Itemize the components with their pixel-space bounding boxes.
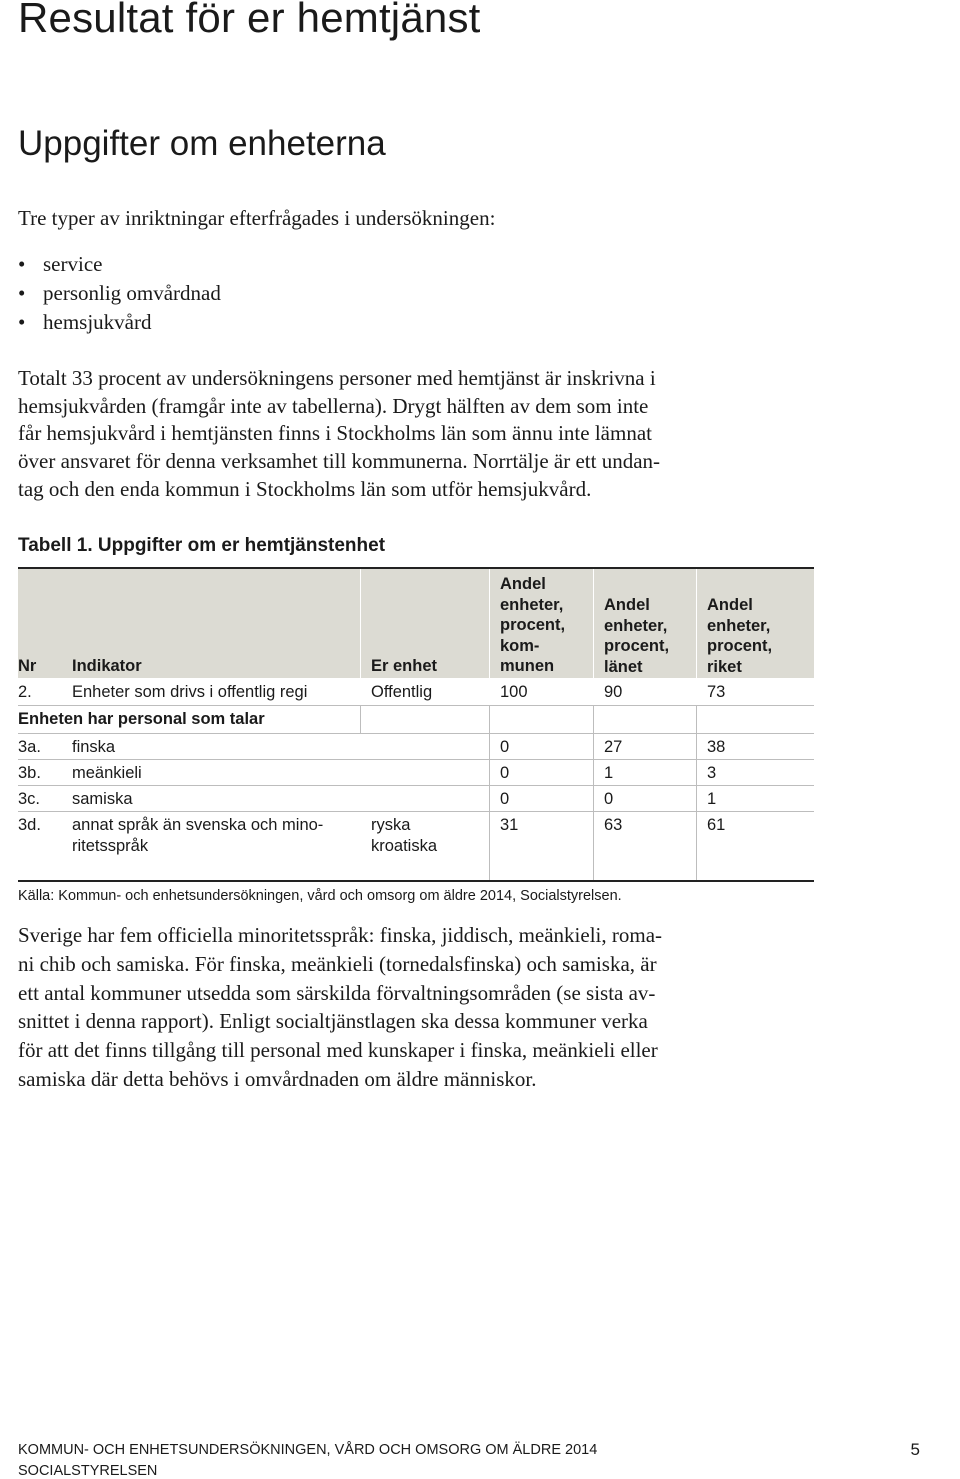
cell-kommunen: 0 bbox=[500, 738, 510, 756]
cell-kommunen: 100 bbox=[500, 683, 528, 701]
header-divider bbox=[696, 569, 697, 678]
row-divider bbox=[18, 759, 814, 760]
paragraph-2 bbox=[18, 921, 662, 1094]
header-line: procent, bbox=[604, 637, 670, 655]
cell-line: annat språk än svenska och mino- bbox=[72, 816, 324, 834]
row-divider bbox=[18, 785, 814, 786]
cell-nr: 3c. bbox=[18, 790, 41, 808]
paragraph-line: får hemsjukvård i hemtjänsten finns i Stockholms län som ännu inte lämnat bbox=[18, 421, 652, 446]
cell-nr: 3b. bbox=[18, 764, 41, 782]
header-nr: Nr bbox=[18, 657, 37, 675]
cell-indikator: Enheter som drivs i offentlig regi bbox=[72, 683, 308, 701]
paragraph-line: Sverige har fem officiella minoritetsspråk: finska, jiddisch, meänkieli, roma- bbox=[18, 923, 663, 947]
header-line: Andel bbox=[707, 596, 753, 614]
table-top-rule bbox=[18, 567, 814, 569]
paragraph-line: samiska där detta behövs i omvårdnaden om äldre människor. bbox=[18, 1066, 537, 1091]
header-line: munen bbox=[500, 657, 555, 675]
cell-riket: 61 bbox=[707, 816, 726, 834]
cell-line: kroatiska bbox=[371, 836, 438, 855]
cell-kommunen: 31 bbox=[500, 816, 519, 834]
table-bottom-rule bbox=[18, 880, 814, 882]
header-line: kom- bbox=[500, 636, 540, 655]
table-group-label: Enheten har personal som talar bbox=[18, 710, 265, 728]
column-divider bbox=[360, 706, 361, 734]
bullet-item: • personlig omvårdnad bbox=[18, 279, 221, 308]
header-line: enheter, bbox=[707, 616, 771, 635]
column-divider bbox=[696, 706, 697, 880]
cell-indikator bbox=[72, 815, 323, 856]
paragraph-line: snittet i denna rapport). Enligt socialtjänstlagen ska dessa kommuner verka bbox=[18, 1009, 648, 1034]
cell-nr: 2. bbox=[18, 683, 32, 701]
cell-kommunen: 0 bbox=[500, 790, 510, 808]
cell-nr: 3d. bbox=[18, 816, 41, 834]
column-divider bbox=[489, 706, 490, 880]
paragraph-line: hemsjukvården (framgår inte av tabellerna). Drygt hälften av dem som inte bbox=[18, 393, 649, 418]
cell-er-enhet: Offentlig bbox=[371, 683, 433, 701]
bullet-item: • hemsjukvård bbox=[18, 308, 221, 337]
footer-report-title: KOMMUN- OCH ENHETSUNDERSÖKNINGEN, VÅRD OCH OMSORG OM ÄLDRE 2014 bbox=[18, 1442, 598, 1458]
cell-indikator: finska bbox=[72, 738, 116, 756]
paragraph-line: ett antal kommuner utsedda som särskilda förvaltningsområden (se sista av- bbox=[18, 980, 656, 1005]
table-source-note: Källa: Kommun- och enhetsundersökningen, vård och omsorg om äldre 2014, Socialstyrelsen. bbox=[18, 888, 622, 904]
header-line: Andel bbox=[604, 596, 650, 614]
header-line: procent, bbox=[707, 637, 773, 655]
section-title: Uppgifter om enheterna bbox=[18, 124, 386, 163]
column-divider bbox=[593, 706, 594, 880]
cell-riket: 38 bbox=[707, 738, 726, 756]
intro-text: Tre typer av inriktningar efterfrågades i undersökningen: bbox=[18, 206, 496, 230]
paragraph-1 bbox=[18, 365, 660, 504]
paragraph-line: tag och den enda kommun i Stockholms län som utför hemsjukvård. bbox=[18, 476, 592, 501]
cell-lanet: 27 bbox=[604, 738, 623, 756]
footer-publisher: SOCIALSTYRELSEN bbox=[18, 1463, 158, 1479]
cell-lanet: 0 bbox=[604, 790, 614, 808]
paragraph-line: för att det finns tillgång till personal med kunskaper i finska, meänkieli eller bbox=[18, 1038, 658, 1063]
cell-riket: 1 bbox=[707, 790, 717, 808]
header-divider bbox=[593, 569, 594, 678]
row-divider bbox=[18, 733, 814, 734]
header-line: procent, bbox=[500, 616, 566, 634]
header-er-enhet: Er enhet bbox=[371, 657, 438, 675]
document-title: Resultat för er hemtjänst bbox=[18, 0, 481, 41]
cell-indikator: samiska bbox=[72, 790, 133, 808]
header-riket bbox=[707, 595, 772, 677]
bullet-list bbox=[18, 250, 221, 337]
header-kommunen bbox=[500, 574, 565, 677]
header-line: länet bbox=[604, 657, 643, 676]
header-line: riket bbox=[707, 657, 742, 676]
cell-line: ritetsspråk bbox=[72, 836, 149, 855]
cell-lanet: 63 bbox=[604, 816, 623, 834]
cell-kommunen: 0 bbox=[500, 764, 510, 782]
cell-nr: 3a. bbox=[18, 738, 41, 756]
paragraph-line: över ansvaret för denna verksamhet till kommunerna. Norrtälje är ett undan- bbox=[18, 449, 661, 474]
cell-indikator: meänkieli bbox=[72, 764, 142, 782]
row-divider bbox=[18, 811, 814, 812]
cell-er-enhet bbox=[371, 815, 437, 856]
paragraph-line: ni chib och samiska. För finska, meänkieli (tornedalsfinska) och samiska, är bbox=[18, 951, 657, 976]
header-line: enheter, bbox=[500, 595, 564, 614]
header-divider bbox=[360, 569, 361, 678]
cell-riket: 3 bbox=[707, 764, 717, 782]
header-divider bbox=[489, 569, 490, 678]
bullet-item: • service bbox=[18, 250, 221, 279]
cell-lanet: 1 bbox=[604, 764, 614, 782]
row-divider bbox=[18, 705, 814, 706]
paragraph-line: Totalt 33 procent av undersökningens personer med hemtjänst är inskrivna i bbox=[18, 366, 656, 390]
header-line: Andel bbox=[500, 575, 546, 593]
header-indikator: Indikator bbox=[72, 657, 142, 675]
page-number: 5 bbox=[910, 1440, 920, 1459]
cell-line: ryska bbox=[371, 816, 411, 834]
cell-lanet: 90 bbox=[604, 683, 623, 701]
header-line: enheter, bbox=[604, 616, 668, 635]
cell-riket: 73 bbox=[707, 683, 726, 701]
table-caption: Tabell 1. Uppgifter om er hemtjänstenhet bbox=[18, 535, 386, 556]
header-lanet bbox=[604, 595, 669, 677]
